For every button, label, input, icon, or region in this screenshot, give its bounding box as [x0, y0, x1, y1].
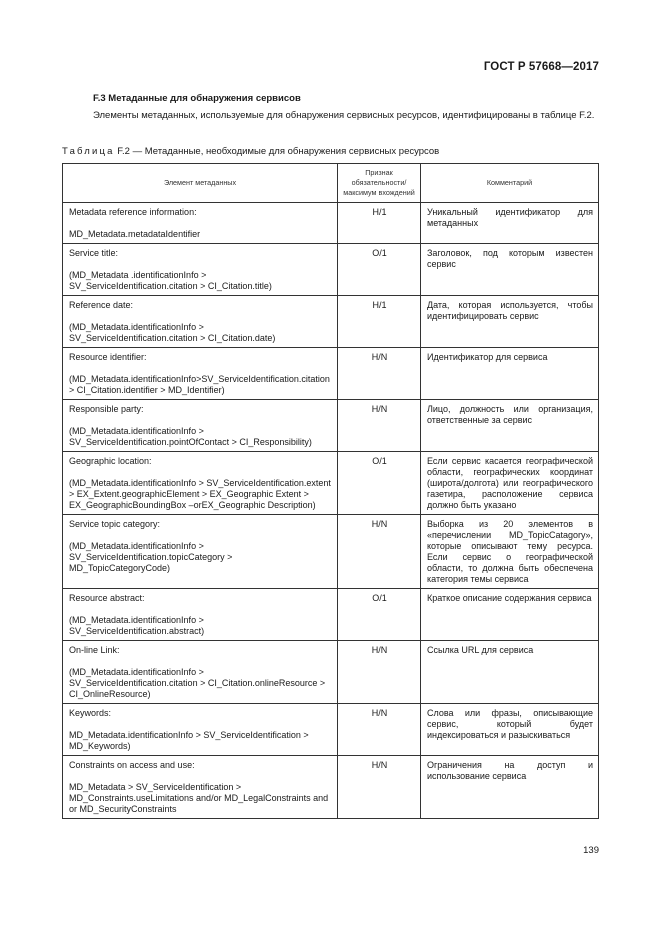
metadata-table	[62, 163, 599, 819]
element-path: (MD_Metadata.identificationInfo > SV_ServiceIdentification.abstract)	[69, 615, 205, 636]
table-header-row	[63, 164, 599, 203]
element-path: (MD_Metadata.identificationInfo > SV_ServiceIdentification.citation > CI_Citation.onlineResource > CI_OnlineResource)	[69, 667, 326, 699]
table-row	[63, 348, 599, 400]
element-path: (MD_Metadata.identificationInfo > SV_ServiceIdentification.extent > EX_Extent.geographicElement > EX_Geographic Extent > EX_GeographicBoundingBox –orEX_Geographic Description)	[69, 478, 331, 510]
element-cell	[63, 348, 338, 400]
table-row	[63, 244, 599, 296]
obligation-cell: Н/1	[338, 203, 421, 244]
element-cell	[63, 704, 338, 756]
element-cell	[63, 244, 338, 296]
table-row	[63, 589, 599, 641]
comment-cell: Идентификатор для сервиса	[421, 348, 599, 400]
table-row	[63, 400, 599, 452]
element-path: MD_Metadata.metadataIdentifier	[69, 229, 201, 239]
element-path: (MD_Metadata.identificationInfo > SV_ServiceIdentification.citation > CI_Citation.date)	[69, 322, 276, 343]
element-name: Keywords:	[69, 708, 112, 718]
obligation-cell: О/1	[338, 452, 421, 515]
element-name: Constraints on access and use:	[69, 760, 195, 770]
obligation-cell: Н/N	[338, 704, 421, 756]
element-cell	[63, 515, 338, 589]
element-cell	[63, 203, 338, 244]
obligation-cell: Н/1	[338, 296, 421, 348]
element-path: (MD_Metadata.identificationInfo > SV_ServiceIdentification.topicCategory > MD_TopicCategoryCode)	[69, 541, 233, 573]
element-name: Reference date:	[69, 300, 134, 310]
standard-code: ГОСТ Р 57668—2017	[483, 61, 599, 73]
element-name: Geographic location:	[69, 456, 152, 466]
comment-cell: Краткое описание содержания сервиса	[421, 589, 599, 641]
comment-cell: Слова или фразы, описывающие сервис, который будет индексироваться и разыскиваться	[421, 704, 599, 756]
comment-cell: Ограничения на доступ и использование сервиса	[421, 756, 599, 819]
element-cell	[63, 452, 338, 515]
header-element: Элемент метаданных	[63, 164, 338, 203]
obligation-cell: О/1	[338, 244, 421, 296]
element-name: Service title:	[69, 248, 119, 258]
element-name: On-line Link:	[69, 645, 120, 655]
comment-cell: Заголовок, под которым известен сервис	[421, 244, 599, 296]
table-row	[63, 515, 599, 589]
table-row	[63, 452, 599, 515]
obligation-cell: Н/N	[338, 348, 421, 400]
element-cell	[63, 296, 338, 348]
intro-paragraph: Элементы метаданных, используемые для обнаружения сервисных ресурсов, идентифицированы в таблице F.2.	[93, 110, 595, 121]
comment-cell: Выборка из 20 элементов в «перечислении MD_TopicCatagory», которые описывают тему ресурса. Если сервис о географической области, то должна быть обеспечена категория темы сервиса	[421, 515, 599, 589]
element-path: (MD_Metadata.identificationInfo>SV_ServiceIdentification.citation > CI_Citation.identifier > MD_Identifier)	[69, 374, 330, 395]
page-number: 139	[583, 845, 599, 856]
element-name: Service topic category:	[69, 519, 161, 529]
element-cell	[63, 756, 338, 819]
table-row	[63, 296, 599, 348]
obligation-cell: Н/N	[338, 756, 421, 819]
element-cell	[63, 400, 338, 452]
element-name: Responsible party:	[69, 404, 144, 414]
comment-cell: Уникальный идентификатор для метаданных	[421, 203, 599, 244]
obligation-cell: Н/N	[338, 515, 421, 589]
element-cell	[63, 641, 338, 704]
comment-cell: Лицо, должность или организация, ответственные за сервис	[421, 400, 599, 452]
table-caption-text: F.2 — Метаданные, необходимые для обнаружения сервисных ресурсов	[114, 146, 440, 157]
element-name: Metadata reference information:	[69, 207, 197, 217]
element-path: (MD_Metadata.identificationInfo > SV_ServiceIdentification.pointOfContact > CI_Responsibility)	[69, 426, 312, 447]
header-obligation: Признак обязательности/максимум вхождений	[338, 164, 421, 203]
obligation-cell: Н/N	[338, 400, 421, 452]
obligation-cell: О/1	[338, 589, 421, 641]
table-caption	[62, 146, 439, 157]
comment-cell: Если сервис касается географической области, географических координат (широта/долгота) или географического газетира, расположение сервиса должно быть указано	[421, 452, 599, 515]
comment-cell: Ссылка URL для сервиса	[421, 641, 599, 704]
element-name: Resource abstract:	[69, 593, 145, 603]
element-name: Resource identifier:	[69, 352, 147, 362]
section-title: F.3 Метаданные для обнаружения сервисов	[93, 93, 301, 104]
element-path: MD_Metadata > SV_ServiceIdentification > MD_Constraints.useLimitations and/or MD_LegalConstraints and or MD_SecurityConstraints	[69, 782, 329, 814]
header-comment: Комментарий	[421, 164, 599, 203]
comment-cell: Дата, которая используется, чтобы идентифицировать сервис	[421, 296, 599, 348]
element-cell	[63, 589, 338, 641]
obligation-cell: Н/N	[338, 641, 421, 704]
table-row	[63, 203, 599, 244]
table-row	[63, 641, 599, 704]
table-caption-label: Таблица	[62, 146, 115, 157]
element-path: (MD_Metadata .identificationInfo > SV_ServiceIdentification.citation > CI_Citation.title)	[69, 270, 272, 291]
table-row	[63, 704, 599, 756]
table-row	[63, 756, 599, 819]
element-path: MD_Metadata.identificationInfo > SV_ServiceIdentification > MD_Keywords)	[69, 730, 309, 751]
